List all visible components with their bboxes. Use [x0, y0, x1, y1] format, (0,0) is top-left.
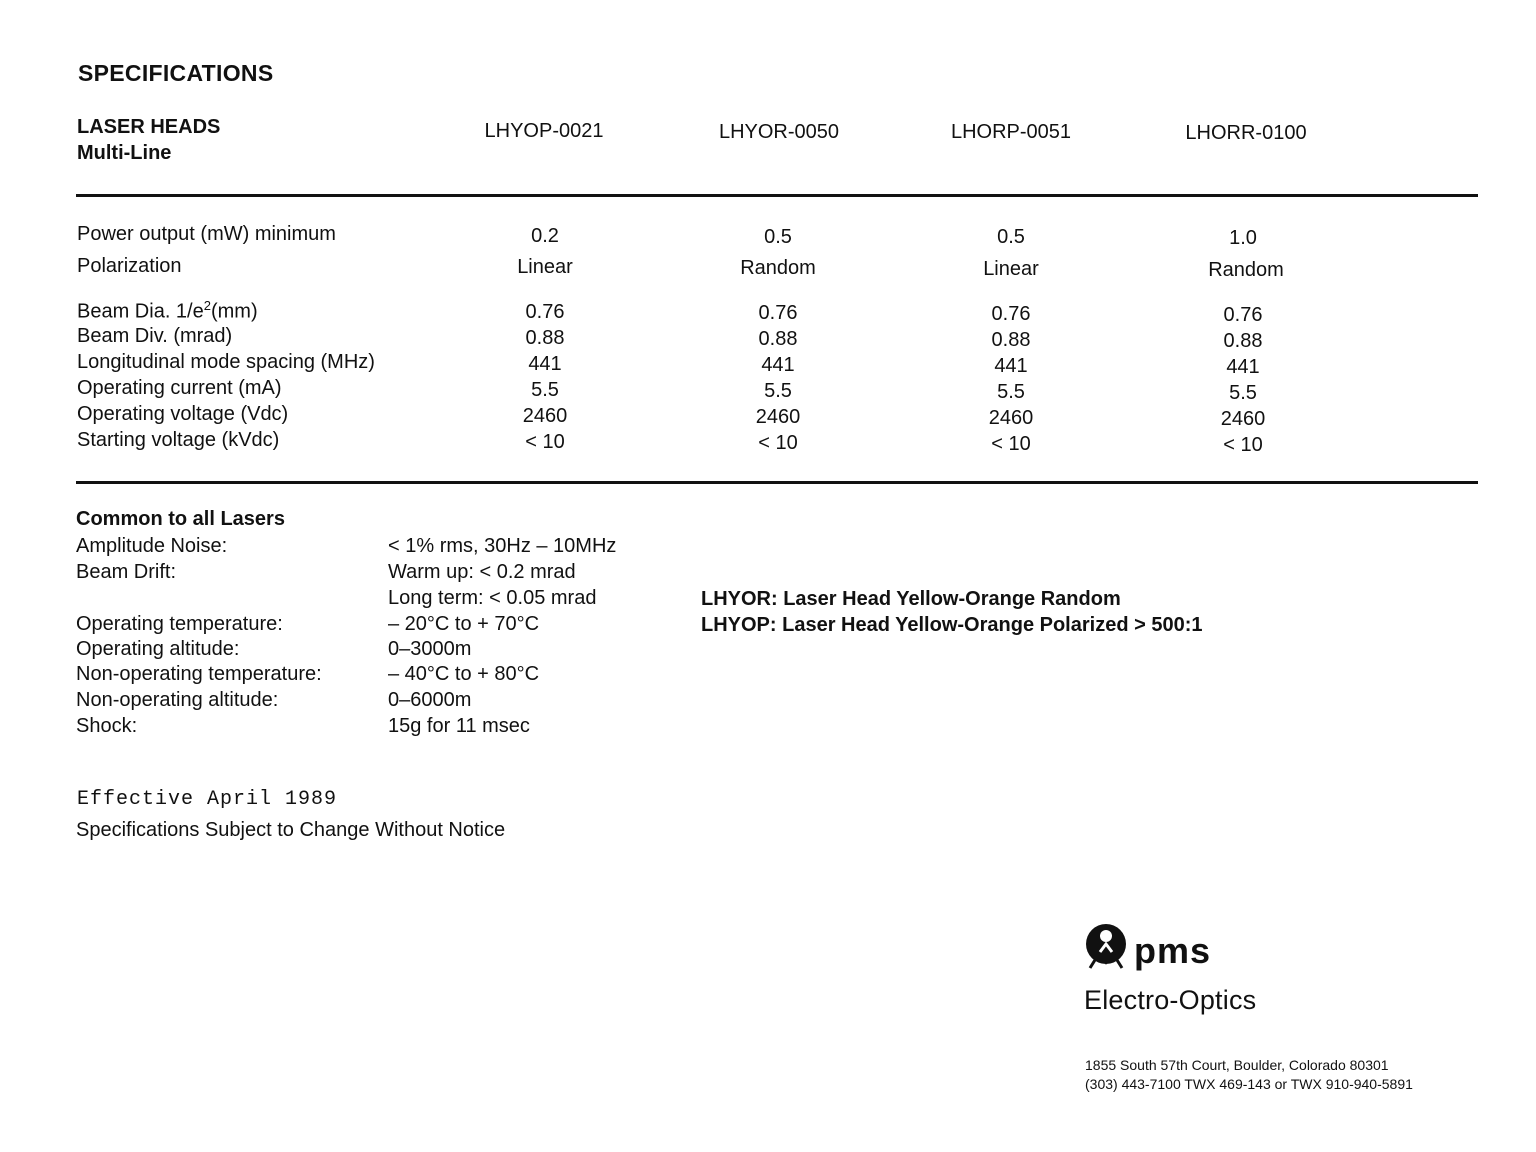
cell-op-current-1: 5.5: [531, 379, 559, 401]
cell-polarization-3: Linear: [983, 258, 1039, 280]
common-label-nonop-alt: Non-operating altitude:: [76, 689, 279, 711]
cell-beam-div-3: 0.88: [991, 329, 1031, 351]
common-heading: Common to all Lasers: [76, 508, 285, 530]
row-label-power: Power output (mW) minimum: [77, 223, 336, 245]
common-value-op-temp: – 20°C to + 70°C: [388, 613, 540, 635]
company-address: 1855 South 57th Court, Boulder, Colorado 80301: [1085, 1057, 1389, 1073]
common-label-amp-noise: Amplitude Noise:: [76, 535, 228, 557]
common-value-nonop-temp: – 40°C to + 80°C: [388, 663, 540, 685]
cell-beam-div-1: 0.88: [525, 327, 565, 349]
multi-line-subheading: Multi-Line: [77, 142, 172, 164]
common-value-nonop-alt: 0–6000m: [388, 689, 472, 711]
common-label-op-temp: Operating temperature:: [76, 613, 283, 635]
cell-op-voltage-2: 2460: [755, 406, 801, 428]
cell-start-voltage-2: < 10: [758, 432, 798, 454]
cell-polarization-4: Random: [1208, 259, 1284, 281]
cell-power-1: 0.2: [531, 225, 559, 247]
cell-polarization-2: Random: [740, 257, 816, 279]
cell-mode-spacing-3: 441: [994, 355, 1028, 377]
cell-op-voltage-1: 2460: [522, 405, 568, 427]
cell-start-voltage-1: < 10: [525, 431, 565, 453]
cell-polarization-1: Linear: [517, 256, 573, 278]
cell-op-current-3: 5.5: [997, 381, 1025, 403]
cell-power-3: 0.5: [997, 226, 1025, 248]
cell-beam-dia-1: 0.76: [525, 301, 565, 323]
row-label-mode-spacing: Longitudinal mode spacing (MHz): [77, 351, 375, 373]
cell-power-4: 1.0: [1229, 227, 1257, 249]
brand-division: Electro-Optics: [1084, 985, 1257, 1015]
company-phone: (303) 443-7100 TWX 469-143 or TWX 910-940-5891: [1085, 1076, 1413, 1092]
common-value-op-alt: 0–3000m: [388, 638, 472, 660]
cell-beam-dia-2: 0.76: [758, 302, 798, 324]
row-label-beam-dia: Beam Dia. $1/e^2(mm)$: [77, 298, 258, 323]
common-label-beam-drift: Beam Drift:: [76, 561, 177, 583]
row-label-op-current: Operating current (mA): [77, 377, 282, 399]
page-title: SPECIFICATIONS: [78, 60, 274, 86]
common-value-warm-up: Warm up: < 0.2 mrad: [388, 561, 576, 583]
note-lhyor: LHYOR: Laser Head Yellow-Orange Random: [701, 588, 1121, 610]
pms-logo-icon: [1080, 922, 1132, 979]
cell-op-voltage-3: 2460: [988, 407, 1034, 429]
model-header-4: LHORR-0100: [1185, 122, 1307, 144]
row-label-beam-div: Beam Div. (mrad): [77, 325, 233, 347]
common-value-shock: 15g for 11 msec: [388, 715, 530, 737]
cell-start-voltage-4: < 10: [1223, 434, 1263, 456]
common-value-long-term: Long term: < 0.05 mrad: [388, 587, 597, 609]
common-label-shock: Shock:: [76, 715, 138, 737]
cell-power-2: 0.5: [764, 226, 792, 248]
common-label-nonop-temp: Non-operating temperature:: [76, 663, 322, 685]
common-label-op-alt: Operating altitude:: [76, 638, 240, 660]
model-header-2: LHYOR-0050: [718, 121, 840, 143]
disclaimer: Specifications Subject to Change Without Notice: [76, 819, 506, 841]
cell-mode-spacing-4: 441: [1226, 356, 1260, 378]
cell-op-current-4: 5.5: [1229, 382, 1257, 404]
cell-start-voltage-3: < 10: [991, 433, 1031, 455]
row-label-op-voltage: Operating voltage (Vdc): [77, 403, 289, 425]
model-header-1: LHYOP-0021: [484, 120, 604, 142]
table-divider: [76, 481, 1478, 484]
cell-op-current-2: 5.5: [764, 380, 792, 402]
cell-mode-spacing-2: 441: [761, 354, 795, 376]
row-label-start-voltage: Starting voltage (kVdc): [77, 429, 280, 451]
cell-beam-dia-4: 0.76: [1223, 304, 1263, 326]
cell-beam-div-2: 0.88: [758, 328, 798, 350]
header-divider: [76, 194, 1478, 197]
brand-name: pms: [1134, 930, 1212, 971]
cell-beam-div-4: 0.88: [1223, 330, 1263, 352]
row-label-polarization: Polarization: [77, 255, 182, 277]
note-lhyop: LHYOP: Laser Head Yellow-Orange Polarized > 500:1: [701, 614, 1203, 636]
model-header-3: LHORP-0051: [950, 121, 1072, 143]
cell-beam-dia-3: 0.76: [991, 303, 1031, 325]
cell-mode-spacing-1: 441: [528, 353, 562, 375]
common-value-amp-noise: < 1% rms, 30Hz – 10MHz: [388, 535, 617, 557]
cell-op-voltage-4: 2460: [1220, 408, 1266, 430]
effective-date: Effective April 1989: [77, 788, 338, 811]
laser-heads-heading: LASER HEADS: [77, 116, 221, 138]
